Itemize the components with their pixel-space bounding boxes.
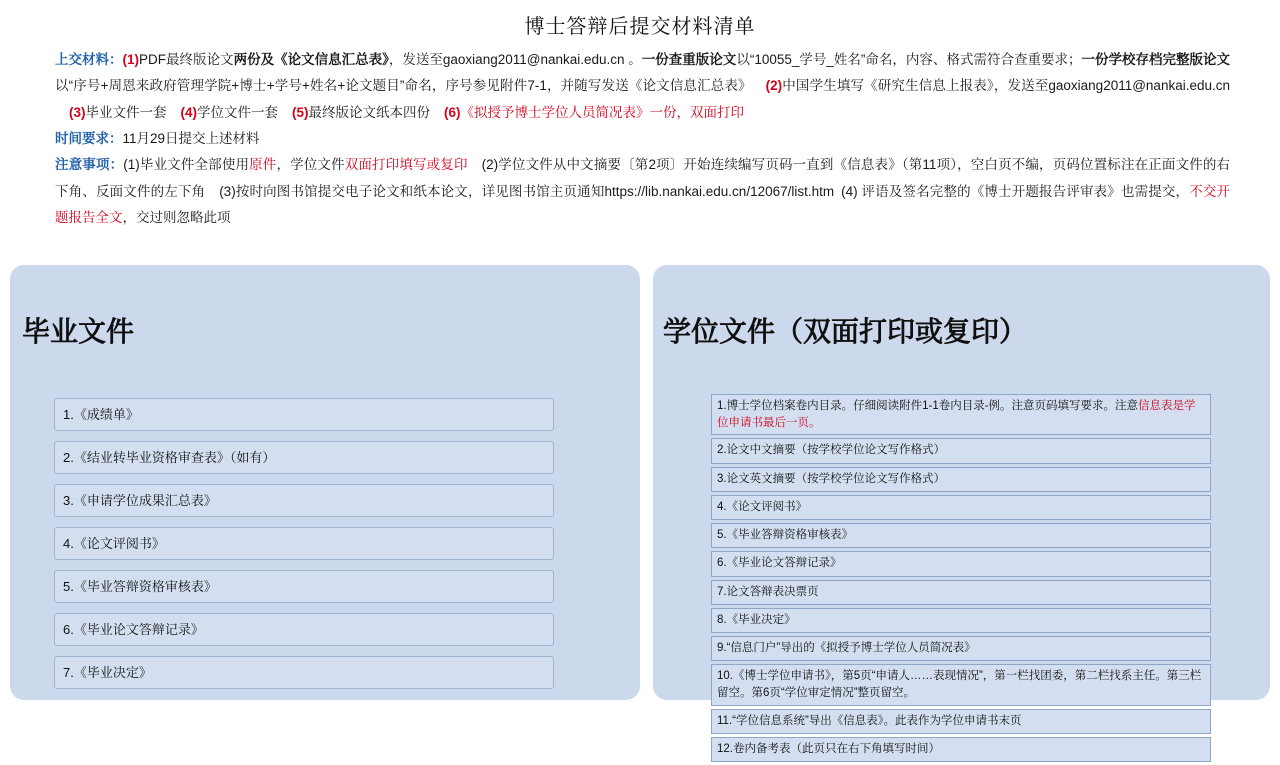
list-item: 7.论文答辩表决票页 <box>711 580 1211 605</box>
attention-2: (2)学位文件从中文摘要〔第2项〕开始连续编写页码一直到《信息表》（第11项），空白页不编，页码位置标注在正面文件的右下角、反面文件的左下角 <box>55 157 1231 199</box>
list-item: 2.论文中文摘要（按学校学位论文写作格式） <box>711 438 1211 463</box>
list-item: 1.《成绩单》 <box>54 398 554 431</box>
submit-label: 上交材料 <box>55 52 110 67</box>
item-1-text-a: PDF最终版论文 <box>139 52 234 67</box>
item-1-marker: (1) <box>122 52 140 67</box>
attention-1-red2: 双面打印填写或复印 <box>344 157 468 173</box>
item-1-text-g: 以“序号+周恩来政府管理学院+博士+学号+姓名+论文题目”命名，序号参见附件7-1，并随写发送《论文信息汇总表》 <box>55 78 752 94</box>
attention-4b: ，交过则忽略此项 <box>122 209 231 225</box>
attention-4-red: 不交开题报告全文 <box>55 183 1231 225</box>
list-item-1-red: 信息表是学位申请书最后一页。 <box>717 400 1196 429</box>
list-item: 5.《毕业答辩资格审核表》 <box>54 570 554 603</box>
attention-colon: ： <box>109 157 124 173</box>
item-2-marker: (2) <box>765 78 783 94</box>
item-6-marker: (6) <box>444 104 461 120</box>
item-1-text-b: 两份及《论文信息汇总表》 <box>233 52 389 67</box>
item-1-text-f: 一份学校存档完整版论文 <box>1081 52 1231 67</box>
panel-graduation-files <box>10 265 640 700</box>
attention-1b: ，学位文件 <box>276 157 345 173</box>
list-item: 7.《毕业决定》 <box>54 656 554 689</box>
submit-colon: ： <box>109 52 123 67</box>
time-label: 时间要求 <box>55 130 109 146</box>
attention-label: 注意事项 <box>55 157 110 173</box>
item-1-text-e: 以“10055_学号_姓名”命名，内容、格式需符合查重要求； <box>736 52 1082 67</box>
list-item: 8.《毕业决定》 <box>711 608 1211 633</box>
attention-4a: (4) 评语及签名完整的《博士开题报告评审表》也需提交， <box>841 183 1190 199</box>
page-title: 博士答辩后提交材料清单 <box>524 16 756 38</box>
notice-block <box>55 47 1230 231</box>
item-3-marker: (3) <box>69 104 86 120</box>
list-item: 3.论文英文摘要（按学校学位论文写作格式） <box>711 467 1211 492</box>
list-item: 3.《申请学位成果汇总表》 <box>54 484 554 517</box>
notice-line-attention <box>55 152 1230 231</box>
item-1-text-c: ，发送至gaoxiang2011@nankai.edu.cn 。 <box>388 52 642 67</box>
attention-1a: (1)毕业文件全部使用 <box>123 157 250 173</box>
item-5-text: 最终版论文纸本四份 <box>308 104 430 120</box>
graduation-file-list <box>54 398 554 699</box>
list-item: 9.“信息门户”导出的《拟授予博士学位人员简况表》 <box>711 636 1211 661</box>
item-4-marker: (4) <box>180 104 197 120</box>
panel-right-title: 学位文件（双面打印或复印） <box>663 316 1028 347</box>
item-2-text: 中国学生填写《研究生信息上报表》，发送至gaoxiang2011@nankai.edu.cn <box>782 78 1230 94</box>
panels-container <box>0 265 1280 755</box>
panel-degree-files <box>653 265 1270 755</box>
list-item: 4.《论文评阅书》 <box>54 527 554 560</box>
list-item: 12.卷内备考表（此页只在右下角填写时间） <box>711 737 1211 762</box>
item-6-text: 《拟授予博士学位人员简况表》一份，双面打印 <box>460 104 744 120</box>
list-item-1 <box>711 394 1211 435</box>
list-item: 4.《论文评阅书》 <box>711 495 1211 520</box>
time-value: 11月29日提交上述材料 <box>122 130 260 146</box>
list-item: 11.“学位信息系统”导出《信息表》。此表作为学位申请书末页 <box>711 709 1211 734</box>
time-colon: ： <box>109 130 123 146</box>
item-3-text: 毕业文件一套 <box>85 104 167 120</box>
item-5-marker: (5) <box>292 104 309 120</box>
list-item: 10.《博士学位申请书》，第5页“申请人……表现情况”，第一栏找团委，第二栏找系主任。第三栏留空。第6页“学位审定情况”整页留空。 <box>711 664 1211 705</box>
list-item: 6.《毕业论文答辩记录》 <box>54 613 554 646</box>
degree-file-list <box>711 394 1211 765</box>
list-item: 2.《结业转毕业资格审查表》（如有） <box>54 441 554 474</box>
list-item: 6.《毕业论文答辩记录》 <box>711 551 1211 576</box>
list-item-1-text: 1.博士学位档案卷内目录。仔细阅读附件1-1卷内目录-例。注意页码填写要求。注意 <box>717 400 1139 412</box>
attention-3: (3)按时向图书馆提交电子论文和纸本论文，详见图书馆主页通知https://lib.nankai.edu.cn/12067/list.htm <box>219 183 835 199</box>
item-1-text-d: 一份查重版论文 <box>641 52 737 67</box>
notice-line-time <box>55 126 1230 152</box>
attention-1-red: 原件 <box>249 157 277 173</box>
panel-left-title: 毕业文件 <box>22 316 135 347</box>
list-item: 5.《毕业答辩资格审核表》 <box>711 523 1211 548</box>
item-4-text: 学位文件一套 <box>197 104 278 120</box>
notice-line-submit <box>55 47 1230 126</box>
